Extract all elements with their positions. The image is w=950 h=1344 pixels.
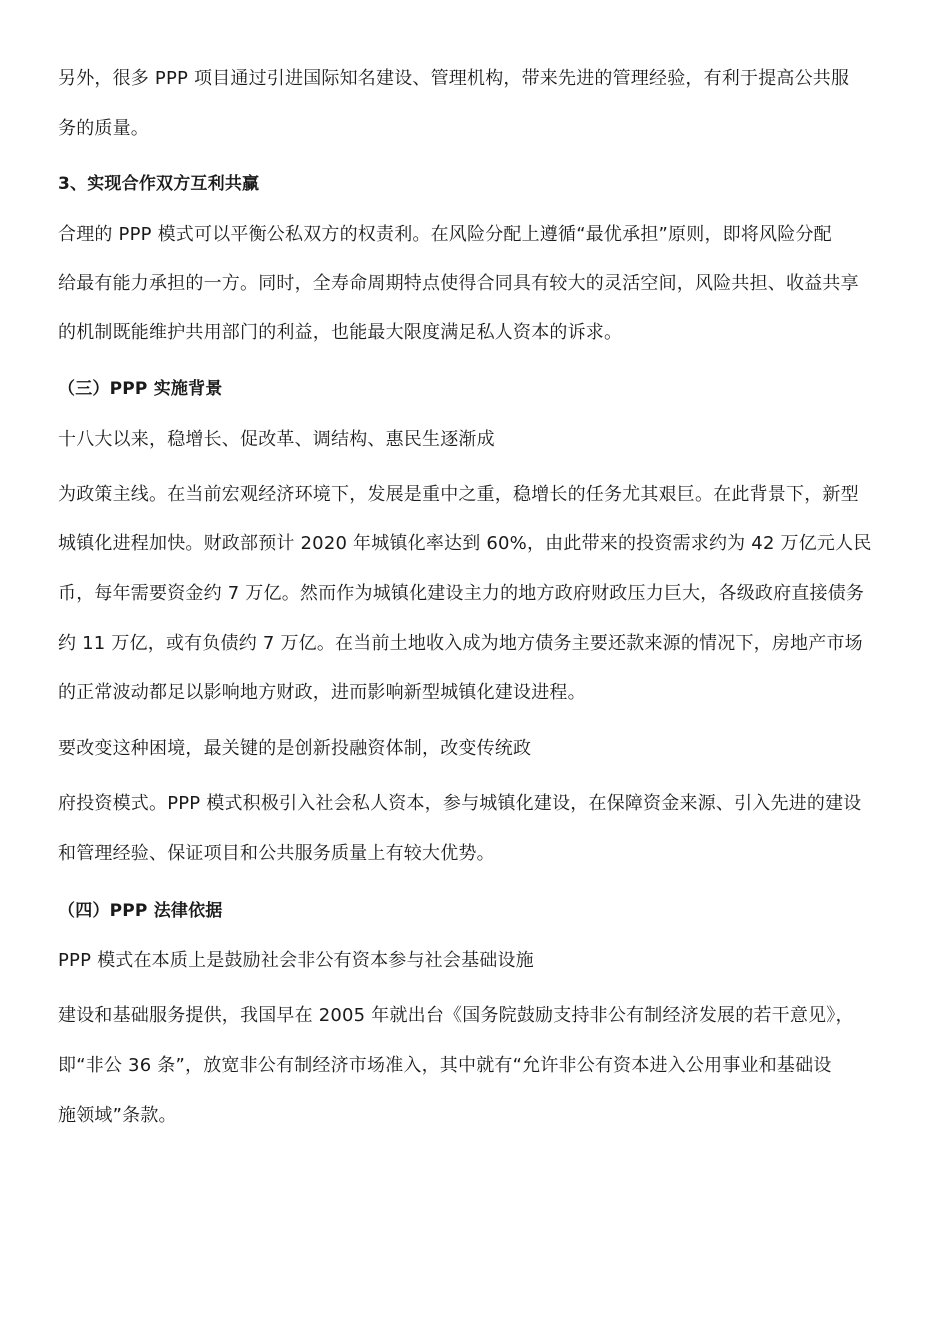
paragraph-line: 为政策主线。在当前宏观经济环境下，发展是重中之重，稳增长的任务尤其艰巨。在此背景下，新型 — [58, 484, 859, 505]
subheading: 3、实现合作双方互利共赢 — [58, 174, 260, 194]
paragraph-line: 给最有能力承担的一方。同时，全寿命周期特点使得合同具有较大的灵活空间，风险共担、收益共享 — [58, 273, 859, 294]
paragraph-line: 合理的 PPP 模式可以平衡公私双方的权责利。在风险分配上遵循“最优承担”原则，即将风险分配 — [58, 224, 832, 245]
paragraph-line: PPP 模式在本质上是鼓励社会非公有资本参与社会基础设施 — [58, 950, 534, 971]
paragraph-line: 币，每年需要资金约 7 万亿。然而作为城镇化建设主力的地方政府财政压力巨大，各级政府直接债务 — [58, 583, 865, 604]
section-heading: （四）PPP 法律依据 — [58, 901, 223, 921]
paragraph-line: 城镇化进程加快。财政部预计 2020 年城镇化率达到 60%，由此带来的投资需求约为 42 万亿元人民 — [58, 533, 872, 554]
paragraph-line: 务的质量。 — [58, 118, 149, 139]
paragraph-line: 十八大以来，稳增长、促改革、调结构、惠民生逐渐成 — [58, 429, 495, 450]
section-heading: （三）PPP 实施背景 — [58, 379, 223, 399]
paragraph-line: 约 11 万亿，或有负债约 7 万亿。在当前土地收入成为地方债务主要还款来源的情况下，房地产市场 — [58, 633, 863, 654]
paragraph-line: 的机制既能维护共用部门的利益，也能最大限度满足私人资本的诉求。 — [58, 322, 623, 343]
paragraph-line: 要改变这种困境，最关键的是创新投融资体制，改变传统政 — [58, 738, 532, 759]
paragraph-line: 即“非公 36 条”，放宽非公有制经济市场准入，其中就有“允许非公有资本进入公用事业和基础设 — [58, 1055, 832, 1076]
paragraph-line: 施领域”条款。 — [58, 1105, 177, 1126]
paragraph-line: 建设和基础服务提供，我国早在 2005 年就出台《国务院鼓励支持非公有制经济发展的若干意见》， — [58, 1005, 854, 1026]
paragraph-line: 和管理经验、保证项目和公共服务质量上有较大优势。 — [58, 843, 495, 864]
paragraph-line: 府投资模式。PPP 模式积极引入社会私人资本，参与城镇化建设，在保障资金来源、引入先进的建设 — [58, 793, 862, 814]
paragraph-line: 另外，很多 PPP 项目通过引进国际知名建设、管理机构，带来先进的管理经验，有利于提高公共服 — [58, 68, 850, 89]
paragraph-line: 的正常波动都足以影响地方财政，进而影响新型城镇化建设进程。 — [58, 682, 586, 703]
